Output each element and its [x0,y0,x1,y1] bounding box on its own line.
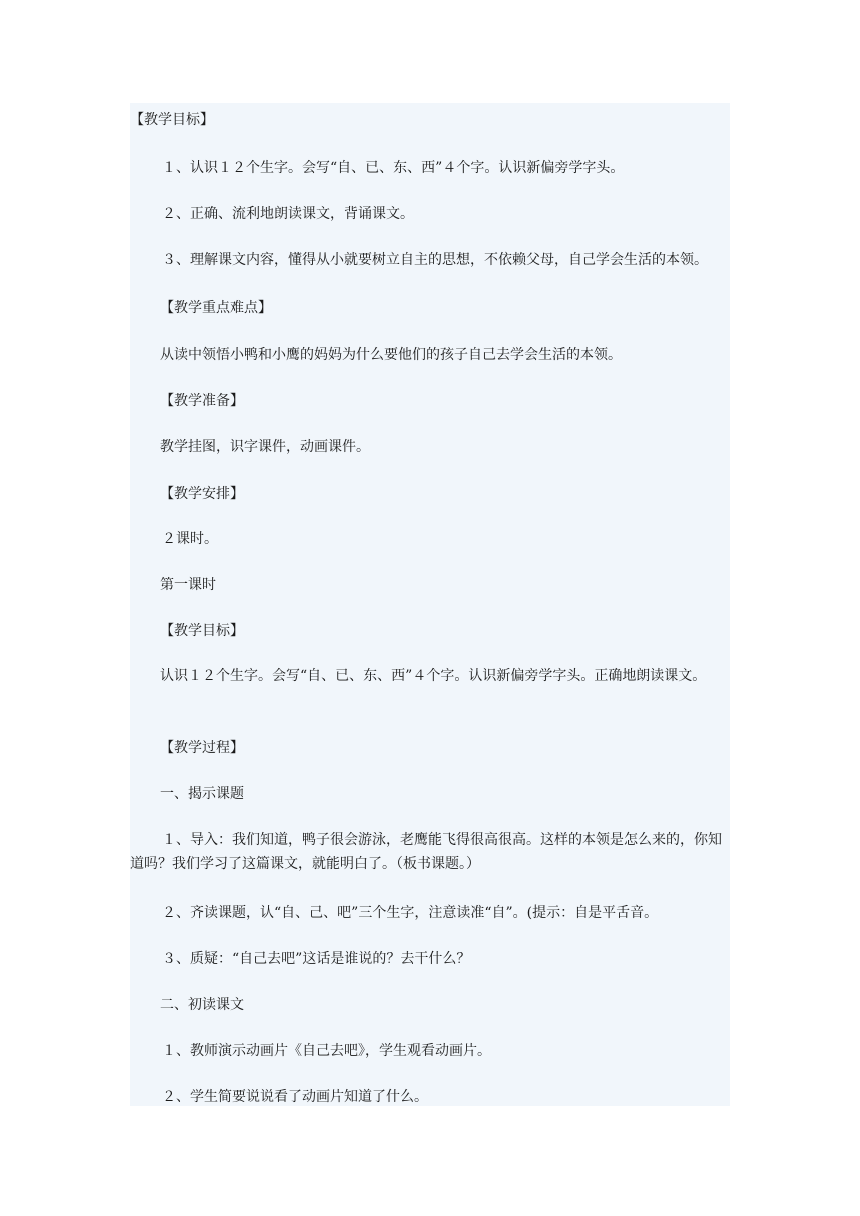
goal-item-1: １、认识１２个生字。会写“自、已、东、西”４个字。认识新偏旁学字头。 [162,160,625,176]
heading-key-points: 【教学重点难点】 [160,300,272,316]
step-1-item-2: ２、齐读课题，认“自、己、吧”三个生字，注意读准“自”。(提示：自是平舌音。 [162,905,659,921]
lesson-goals-text: 认识１２个生字。会写“自、已、东、西”４个字。认识新偏旁学字头。正确地朗读课文。 [160,668,707,684]
goal-item-3: ３、理解课文内容，懂得从小就要树立自主的思想，不依赖父母，自己学会生活的本领。 [162,252,708,268]
lesson-plan-block [130,103,730,1106]
step-2-item-2: ２、学生简要说说看了动画片知道了什么。 [162,1089,428,1105]
heading-teaching-goals: 【教学目标】 [130,112,214,128]
step-1-item-3: ３、质疑：“自己去吧”这话是谁说的？去干什么？ [162,951,471,967]
heading-arrangement: 【教学安排】 [160,486,244,502]
step-1-item-1: １、导入：我们知道，鸭子很会游泳，老鹰能飞得很高很高。这样的本领是怎么来的，你知道吗？我们学习了这篇课文，就能明白了。（板书课题。） [130,832,722,872]
step-2-item-1: １、教师演示动画片《自己去吧》，学生观看动画片。 [162,1043,491,1059]
step-1-title: 一、揭示课题 [160,786,244,802]
step-2-title: 二、初读课文 [160,997,244,1013]
goal-item-2: ２、正确、流利地朗读课文，背诵课文。 [162,206,414,222]
heading-preparation: 【教学准备】 [160,393,244,409]
preparation-text: 教学挂图，识字课件，动画课件。 [160,439,370,455]
heading-teaching-process: 【教学过程】 [160,740,244,756]
arrangement-text: ２课时。 [162,531,218,547]
key-points-text: 从读中领悟小鸭和小鹰的妈妈为什么要他们的孩子自己去学会生活的本领。 [160,347,622,363]
heading-lesson-goals: 【教学目标】 [160,623,244,639]
first-lesson-title: 第一课时 [160,577,216,593]
